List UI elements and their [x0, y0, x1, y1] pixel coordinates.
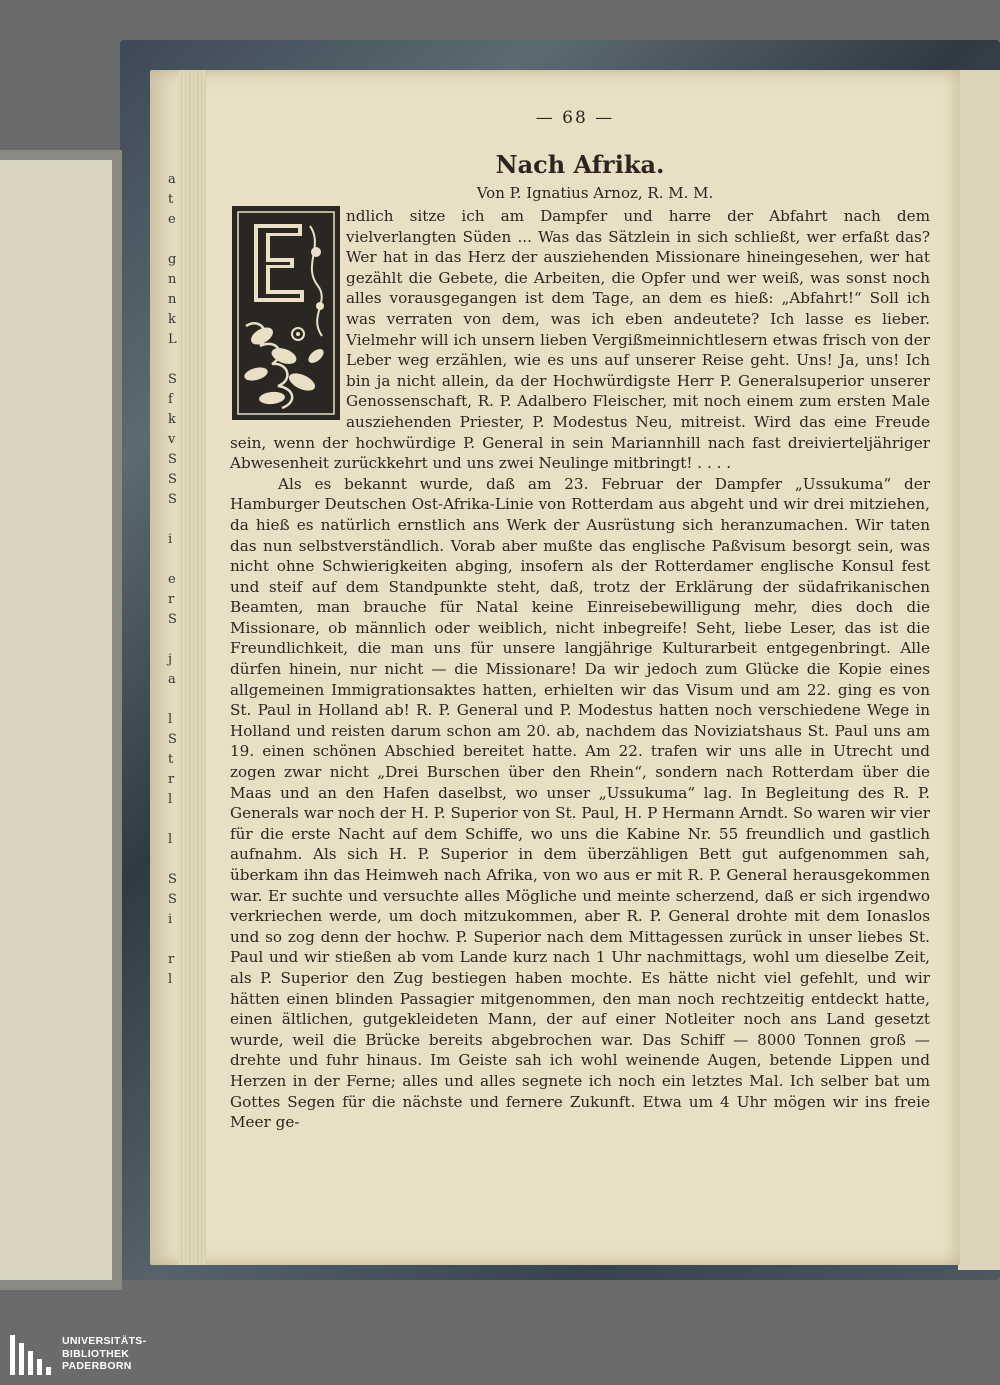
right-page-edge — [958, 70, 1000, 1270]
adjacent-page-letter: v — [168, 432, 176, 447]
adjacent-page-letter — [168, 550, 184, 570]
adjacent-page-letter: L — [168, 332, 177, 347]
adjacent-page-letter: r — [168, 952, 175, 967]
adjacent-page-letter: i — [168, 912, 173, 927]
adjacent-page-text — [168, 170, 184, 990]
adjacent-page-letter: e — [168, 572, 176, 587]
article-paragraph: Als es bekannt wurde, daß am 23. Februar der Dampfer „Ussukuma“ der Hamburger Deutschen Ost-Afrika-Linie von Rotterdam aus abgeht und wir drei mitziehen, da hieß es natürlich ernstlich ans Werk der Ausrüstung sich heranzumachen. Wir taten das nun selbstverständlich. Vorab aber mußte das englische Paßvisum besorgt sein, was nicht ohne Schwierigkeiten abging, insofern als der Rotterdamer englische Konsul fest und steif auf dem Standpunkte steht, daß, trotz der Erklärung der südafrikanischen Beamten, man brauche für Natal keine Einreisebewilligung mehr, dies doch die Missionare, ob männlich oder weiblich, nicht inbegreife! Seht, liebe Leser, das ist die Freundlichkeit, die man uns für unsere langjährige Kulturarbeit entgegenbringt. Alle dürfen hinein, nur nicht — die Missionare! Da wir jedoch zum Glücke die Kopie eines allgemeinen Immigrationsaktes hatten, erhielten wir das Visum und am 22. ging es von St. Paul in Holland ab! R. P. General und P. Modestus hatten noch verschiedene Wege in Holland und reisten darum schon am 20. ab, nachdem das Noviziatshaus St. Paul uns am 19. einen schönen Abschied bereitet hatte. Am 22. trafen wir uns alle in Utrecht und zogen zwar nicht „Drei Burschen über den Rhein“, sondern nach Rotterdam über die Maas und an den Hafen daselbst, wo unser „Ussukuma“ lag. In Begleitung des R. P. Generals war noch der H. P. Superior von St. Paul, H. P Hermann Arndt. So waren wir vier für die erste Nacht auf dem Schiffe, wo uns die Kabine Nr. 55 freundlich und gastlich aufnahm. Als sich H. P. Superior in dem überzähligen Bett gut aufgenommen sah, überkam ihn das Heimweh nach Afrika, von wo aus er mit R. P. General herausgekommen war. Er suchte und versuchte alles Mögliche und meinte scherzend, daß er sich irgendwo verkriechen werde, um doch mitzukommen, aber R. P. General drohte mit dem Ionaslos und so zog denn der hochw. P. Superior nach dem Mittagessen zurück in unser liebes St. Paul und wir stießen ab vom Lande kurz nach 1 Uhr nachmittags, wohl um dieselbe Zeit, als P. Superior den Zug bestiegen haben mochte. Es hätte nicht viel gefehlt, und wir hätten einen blinden Passagier mitgenommen, den man noch rechtzeitig entdeckt hatte, einen ältlichen, gutgekleideten Mann, der auf einer Notleiter noch ans Land gesetzt wurde, weil die Brücke bereits abgebrochen war. Das Schiff — 8000 Tonnen groß — drehte und fuhr hinaus. Im Geiste sah ich wohl weinende Augen, betende Lippen und Herzen in der Ferne; alles und alles segnete ich noch ein letztes Mal. Ich selber bat um Gottes Segen für die nächste und fernere Zukunft. Etwa um 4 Uhr mögen wir ins freie Meer ge- — [230, 474, 930, 1132]
adjacent-page-letter: S — [168, 612, 177, 627]
library-name-line: BIBLIOTHEK — [62, 1347, 130, 1360]
article-paragraph: ndlich sitze ich am Dampfer und harre der Abfahrt nach dem vielverlangten Süden ... Was das Sätzlein in sich schließt, wer erfaßt das? Wer hat in das Herz der ausziehenden Missionare hineingesehen, wer hat gezählt die Gebete, die Arbeiten, die Opfer und wer weiß, was sonst noch alles vorausgegangen ist dem Tage, an dem es hieß: „Abfahrt!“ Soll ich was verraten von dem, was ich eben andeutete? Ich lasse es lieber. Vielmehr will ich unsern lieben Vergißmeinnichtlesern etwas frisch von der Leber weg erzählen, wie es uns auf unserer Reise geht. Uns! Ja, uns! Ich bin ja nicht allein, da der Hochwürdigste Herr P. Generalsuperior unserer Genossenschaft, R. P. Adalbero Fleischer, mit noch einem zum ersten Male ausziehenden Priester, P. Modestus Neu, mitreist. Wird das eine Freude sein, wenn der hochwürdige P. General in sein Mariannhill nach fast dreivierteljähriger Abwesenheit zurückkehrt und uns zwei Neulinge mitbringt! . . . . — [230, 207, 930, 473]
adjacent-page-letter — [168, 630, 184, 650]
adjacent-page-letter: g — [168, 252, 177, 267]
adjacent-page-letter: l — [168, 972, 173, 987]
adjacent-page-letter: e — [168, 212, 176, 227]
adjacent-page-letter: i — [168, 532, 173, 547]
adjacent-page-letter: S — [168, 732, 177, 747]
adjacent-page-letter: t — [168, 192, 174, 207]
adjacent-page-letter — [168, 850, 184, 870]
adjacent-page-letter: t — [168, 752, 174, 767]
decorated-initial-e-icon — [232, 206, 340, 420]
adjacent-page-letter: S — [168, 452, 177, 467]
adjacent-page-letter: k — [168, 312, 176, 327]
adjacent-page-letter: j — [168, 652, 173, 667]
adjacent-page-letter — [168, 510, 184, 530]
adjacent-page-letter: l — [168, 792, 173, 807]
adjacent-page-letter: S — [168, 872, 177, 887]
article-body — [230, 206, 930, 1133]
adjacent-page-letter — [168, 810, 184, 830]
adjacent-page-letter: S — [168, 472, 177, 487]
adjacent-page-letter: a — [168, 172, 176, 187]
adjacent-page-letter — [168, 230, 184, 250]
adjacent-page-letter — [168, 350, 184, 370]
adjacent-page-letter: l — [168, 712, 173, 727]
library-logo — [10, 1333, 210, 1377]
adjacent-page-letter: S — [168, 492, 177, 507]
adjacent-page-letter: k — [168, 412, 176, 427]
adjacent-page-letter — [168, 930, 184, 950]
adjacent-page-letter — [168, 690, 184, 710]
library-name-line: PADERBORN — [62, 1360, 132, 1372]
adjacent-page-letter: n — [168, 272, 177, 287]
adjacent-page — [0, 160, 112, 1280]
adjacent-page-letter: S — [168, 892, 177, 907]
adjacent-page-letter: n — [168, 292, 177, 307]
page-content — [230, 108, 930, 1133]
library-name-line: UNIVERSITÄTS- — [62, 1335, 147, 1347]
adjacent-page-letter: a — [168, 672, 176, 687]
adjacent-page-letter: f — [168, 392, 173, 407]
library-name — [62, 1335, 146, 1373]
adjacent-page-letter: r — [168, 772, 175, 787]
adjacent-page-letter: r — [168, 592, 175, 607]
library-logo-icon — [10, 1335, 52, 1375]
article-byline: Von P. Ignatius Arnoz, R. M. M. — [476, 184, 714, 202]
page-number: — 68 — — [535, 108, 615, 128]
article-title: Nach Afrika. — [495, 150, 665, 179]
adjacent-page-letter: S — [168, 372, 177, 387]
adjacent-page-letter: l — [168, 832, 173, 847]
